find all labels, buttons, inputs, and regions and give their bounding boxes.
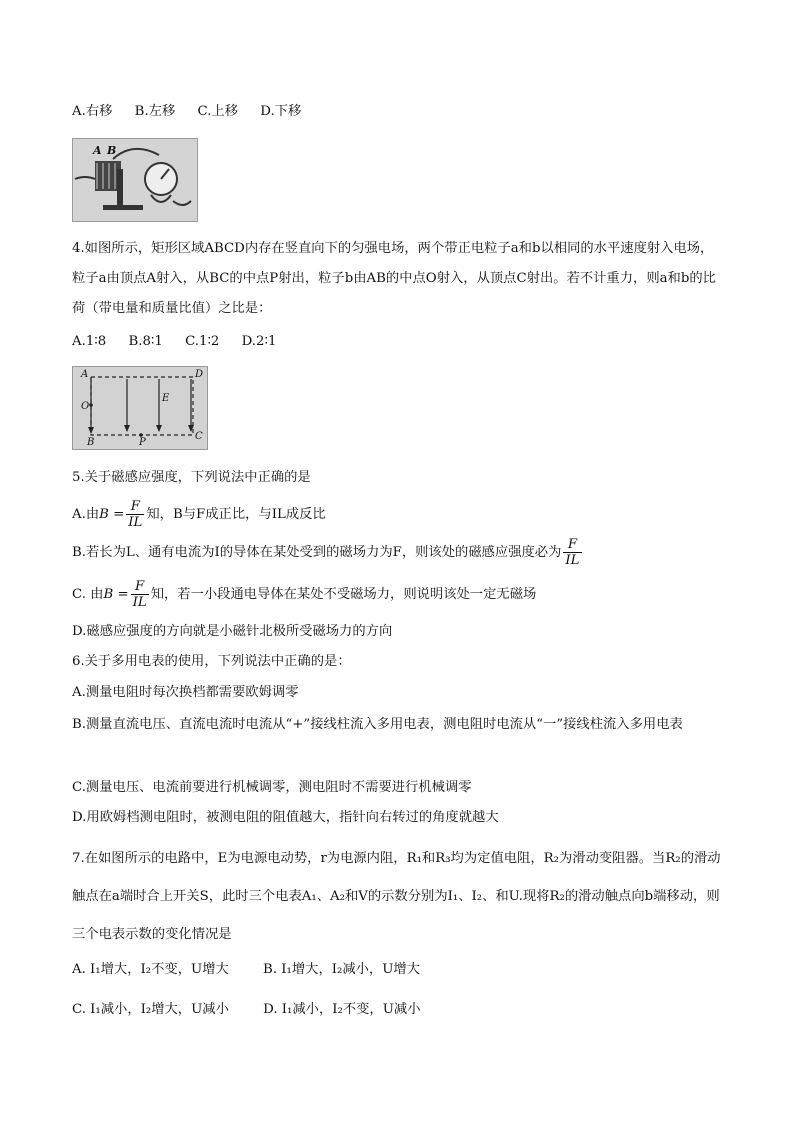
q7-option-b: B. I₁增大，I₂减小，U增大 [263, 962, 421, 977]
q6-option-c: C.测量电压、电流前要进行机械调零，测电阻时不需要进行机械调零 [72, 780, 472, 795]
q7-options-row2 [72, 1000, 439, 1020]
q5-c-denominator: IL [132, 595, 147, 610]
q5-c-fraction [131, 579, 149, 610]
q3-label-a: A [93, 144, 102, 157]
q3-figure [72, 138, 198, 222]
q4-stem: 4.如图所示，矩形区域ABCD内存在竖直向下的匀强电场，两个带正电粒子a和b以相同的水平速度射入电场，粒子a由顶点A射入，从BC的中点P射出，粒子b由AB的中点O射入，从顶点C射出。若不计重力，则a和b的比荷（带电量和质量比值）之比是： [72, 241, 716, 316]
q4-option-d: D.2∶1 [241, 334, 277, 349]
q5-a-suffix: 知，B与F成正比，与IL成反比 [146, 507, 326, 522]
q7-stem: 7.在如图所示的电路中，E为电源电动势，r为电源内阻，R₁和R₃均为定值电阻，R₂为滑动变阻器。当R₂的滑动触点在a端时合上开关S，此时三个电表A₁、A₂和V的示数分别为I₁、I₂、和U.现将R₂的滑动触点向b端移动，则三个电表示数的变化情况是 [72, 851, 721, 942]
q5-a-numerator: F [126, 499, 144, 515]
q6-stem: 6.关于多用电表的使用，下列说法中正确的是： [72, 654, 351, 669]
q6-option-a: A.测量电阻时每次换档都需要欧姆调零 [72, 685, 299, 700]
q7-option-a: A. I₁增大，I₂不变，U增大 [72, 962, 229, 977]
q5-option-a [72, 498, 326, 532]
q3-option-b: B.左移 [134, 104, 176, 119]
q7-options-row1 [72, 960, 438, 980]
q7-option-d: D. I₁减小，I₂不变，U减小 [263, 1002, 421, 1017]
q4-figure-drawing [73, 367, 207, 449]
q3-option-a: A.右移 [72, 104, 113, 119]
q4-label-c: C [195, 431, 203, 442]
q4-option-b: B.8∶1 [128, 334, 163, 349]
q5-b-fraction [563, 537, 581, 568]
q5-c-suffix: 知，若一小段通电导体在某处不受磁场力，则说明该处一定无磁场 [150, 587, 537, 602]
q5-b-denominator: IL [565, 553, 580, 568]
q5-option-c [72, 578, 536, 612]
q4-label-d: D [195, 369, 204, 380]
q5-option-d: D.磁感应强度的方向就是小磁针北极所受磁场力的方向 [72, 624, 393, 639]
q4-option-a: A.1∶8 [72, 334, 107, 349]
q5-c-equation: B = [103, 587, 129, 602]
q4-option-c: C.1∶2 [185, 334, 220, 349]
q4-label-p: P [139, 437, 146, 448]
q6-option-d: D.用欧姆档测电阻时，被测电阻的阻值越大，指针向右转过的角度就越大 [72, 810, 499, 825]
q3-figure-drawing [73, 139, 197, 221]
q5-a-denominator: IL [128, 515, 143, 530]
q4-label-o: O [81, 401, 90, 412]
q5-a-equation: B = [99, 507, 125, 522]
q4-options [72, 332, 294, 352]
q4-label-a: A [81, 369, 89, 380]
q5-b-text: B.若长为L、通有电流为I的导体在某处受到的磁场力为F，则该处的磁感应强度必为 [72, 545, 562, 560]
q3-option-c: C.上移 [197, 104, 239, 119]
q5-option-b [72, 536, 584, 570]
q4-label-e: E [162, 393, 170, 404]
q5-stem: 5.关于磁感应强度，下列说法中正确的是 [72, 470, 311, 485]
q6-option-b: B.测量直流电压、直流电流时电流从“+”接线柱流入多用电表，测电阻时电流从“一”接线柱流入多用电表 [72, 717, 683, 732]
q3-label-b: B [107, 144, 117, 157]
q5-c-numerator: F [131, 579, 149, 595]
q7-option-c: C. I₁减小，I₂增大，U减小 [72, 1002, 229, 1017]
q5-c-prefix: C. 由 [72, 587, 104, 602]
q5-b-numerator: F [563, 537, 581, 553]
q5-a-fraction [126, 499, 144, 530]
q5-a-prefix: A.由 [72, 507, 100, 522]
q4-figure [72, 366, 208, 450]
q4-label-b: B [87, 437, 95, 448]
q3-option-d: D.下移 [260, 104, 302, 119]
q3-options [72, 102, 319, 122]
